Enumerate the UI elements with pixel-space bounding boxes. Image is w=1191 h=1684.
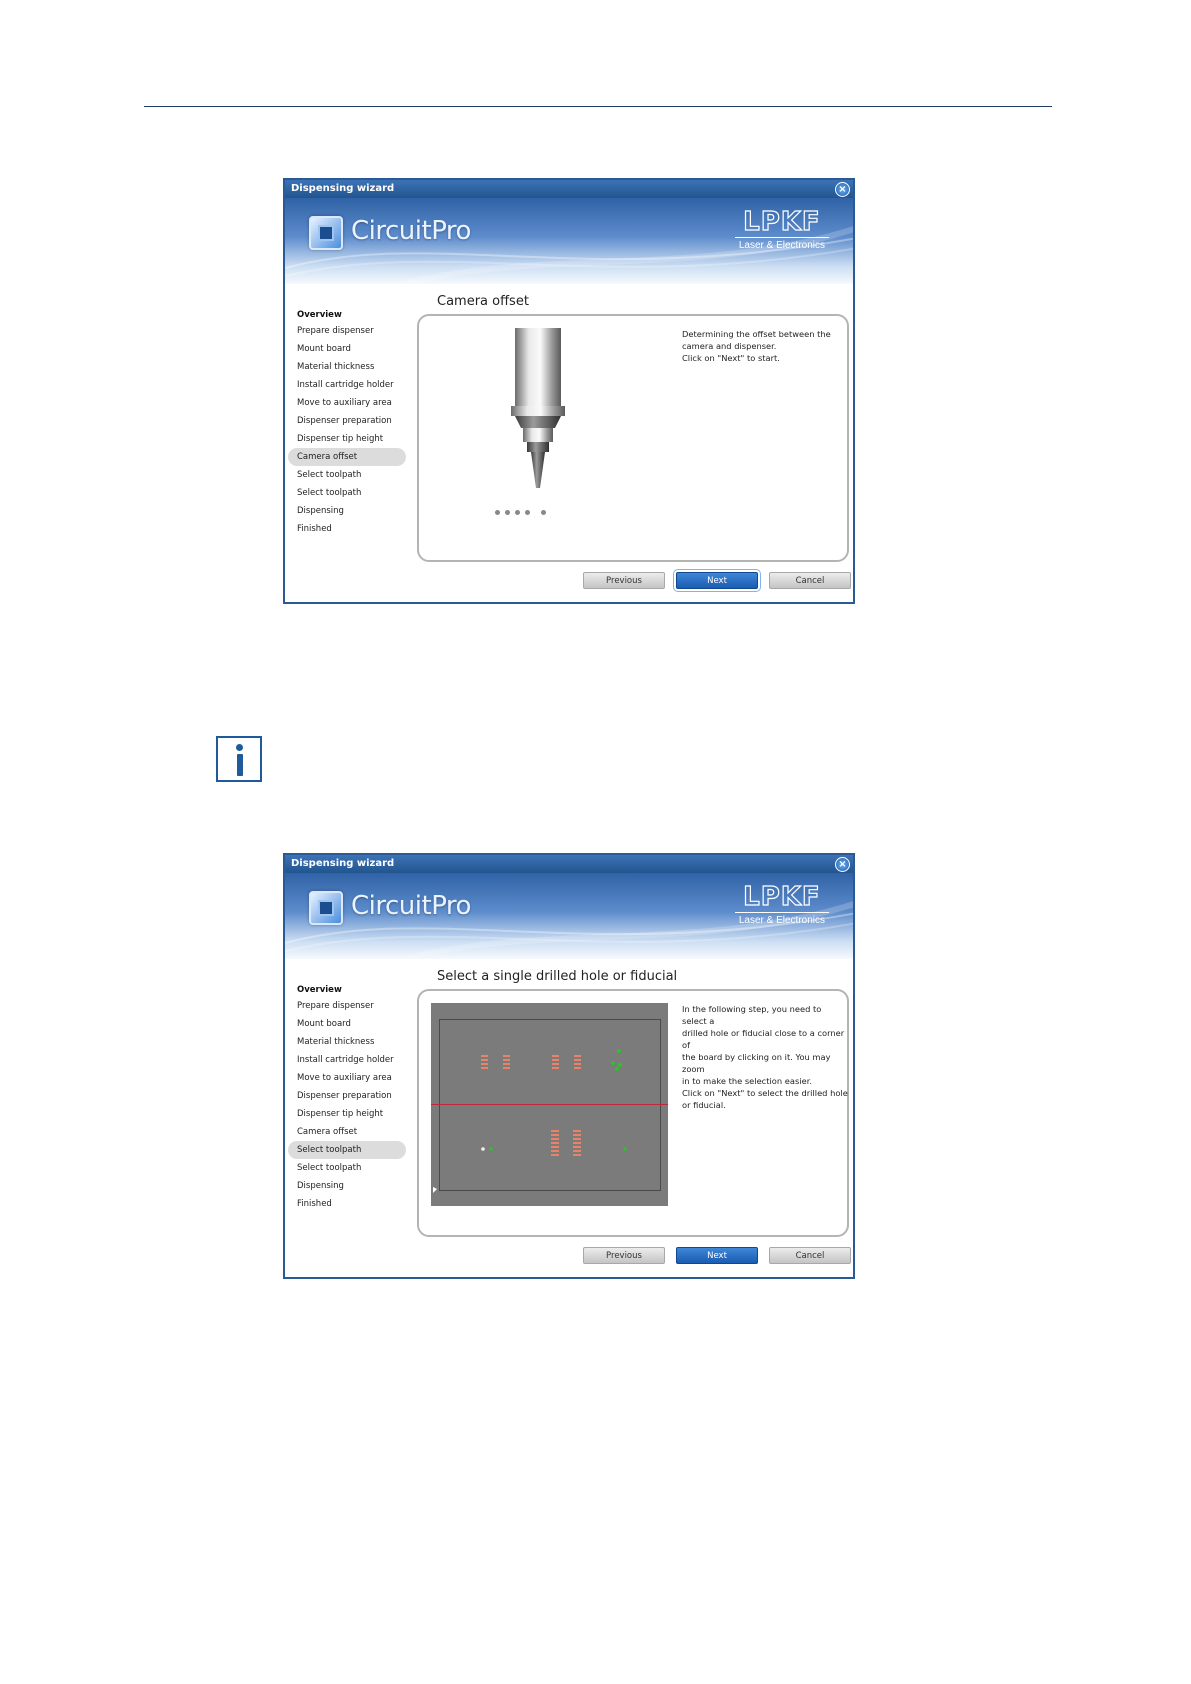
description-line: Click on "Next" to start. <box>682 353 780 363</box>
next-button[interactable]: Next <box>676 572 758 589</box>
lpkf-logo <box>739 208 825 251</box>
previous-button[interactable]: Previous <box>583 572 665 589</box>
step-item: Prepare dispenser <box>297 326 374 336</box>
steps-list <box>288 308 406 538</box>
description-line: or fiducial. <box>682 1100 726 1110</box>
step-item: Dispensing <box>297 506 344 516</box>
page-title: Select a single drilled hole or fiducial <box>437 969 678 984</box>
close-icon[interactable]: × <box>835 857 850 872</box>
description-line: In the following step, you need to select a <box>682 1004 822 1026</box>
brand-underline <box>735 912 829 913</box>
step-item: Material thickness <box>297 362 375 372</box>
steps-header: Overview <box>297 310 342 320</box>
app-name: CircuitPro <box>351 891 471 921</box>
header-banner <box>285 198 853 284</box>
close-icon[interactable]: × <box>835 182 850 197</box>
step-item: Dispenser tip height <box>297 1109 384 1119</box>
page-header-rule <box>144 106 1052 107</box>
header-banner <box>285 873 853 959</box>
step-item-active: Camera offset <box>288 448 406 466</box>
step-item: Mount board <box>297 1019 351 1029</box>
step-item: Camera offset <box>297 1127 358 1137</box>
step-item: Dispenser preparation <box>297 416 392 426</box>
brand-subtitle: Laser & Electronics <box>738 915 825 926</box>
step-item: Install cartridge holder <box>297 380 394 390</box>
step-item: Material thickness <box>297 1037 375 1047</box>
description-line: Determining the offset between the <box>682 329 831 339</box>
step-item: Mount board <box>297 344 351 354</box>
step-item: Finished <box>297 524 332 534</box>
step-item: Select toolpath <box>297 488 362 498</box>
step-item: Select toolpath <box>297 470 362 480</box>
brand-subtitle: Laser & Electronics <box>738 240 825 251</box>
previous-button[interactable]: Previous <box>583 1247 665 1264</box>
step-description <box>682 328 842 364</box>
cancel-button[interactable]: Cancel <box>769 572 851 589</box>
description-line: drilled hole or fiducial close to a corner of <box>682 1028 845 1050</box>
step-item: Dispensing <box>297 1181 344 1191</box>
info-icon <box>216 736 262 782</box>
step-item: Move to auxiliary area <box>297 398 392 408</box>
content-panel <box>417 989 849 1237</box>
step-item: Finished <box>297 1199 332 1209</box>
description-line: Click on "Next" to select the drilled hole <box>682 1088 848 1098</box>
app-name: CircuitPro <box>351 216 471 246</box>
description-line: the board by clicking on it. You may zoom <box>682 1052 831 1074</box>
dispensing-wizard-window-select-fiducial <box>283 853 855 1279</box>
circuitpro-logo-icon <box>309 891 343 925</box>
step-item: Dispenser preparation <box>297 1091 392 1101</box>
lpkf-logo <box>739 883 825 926</box>
dispensing-wizard-window-camera-offset <box>283 178 855 604</box>
window-titlebar <box>285 855 853 873</box>
window-title: Dispensing wizard <box>291 183 395 194</box>
dispenser-illustration <box>503 328 583 498</box>
smd-pads <box>481 1055 581 1156</box>
brand-underline <box>735 237 829 238</box>
step-item: Install cartridge holder <box>297 1055 394 1065</box>
content-panel <box>417 314 849 562</box>
step-item: Select toolpath <box>297 1163 362 1173</box>
circuitpro-logo-icon <box>309 216 343 250</box>
board-camera-view[interactable] <box>431 1003 668 1206</box>
description-line: camera and dispenser. <box>682 341 777 351</box>
step-item: Dispenser tip height <box>297 434 384 444</box>
cancel-button[interactable]: Cancel <box>769 1247 851 1264</box>
window-title: Dispensing wizard <box>291 858 395 869</box>
description-line: in to make the selection easier. <box>682 1076 812 1086</box>
brand-name: LPKF <box>743 207 821 237</box>
step-description <box>682 1003 848 1111</box>
window-titlebar <box>285 180 853 198</box>
steps-list <box>288 983 406 1213</box>
brand-name: LPKF <box>743 882 821 912</box>
progress-dots <box>495 507 551 517</box>
step-item-active: Select toolpath <box>288 1141 406 1159</box>
crosshair-line <box>431 1104 668 1105</box>
page-title: Camera offset <box>437 294 529 309</box>
step-item: Prepare dispenser <box>297 1001 374 1011</box>
steps-header: Overview <box>297 985 342 995</box>
step-item: Move to auxiliary area <box>297 1073 392 1083</box>
next-button[interactable]: Next <box>676 1247 758 1264</box>
